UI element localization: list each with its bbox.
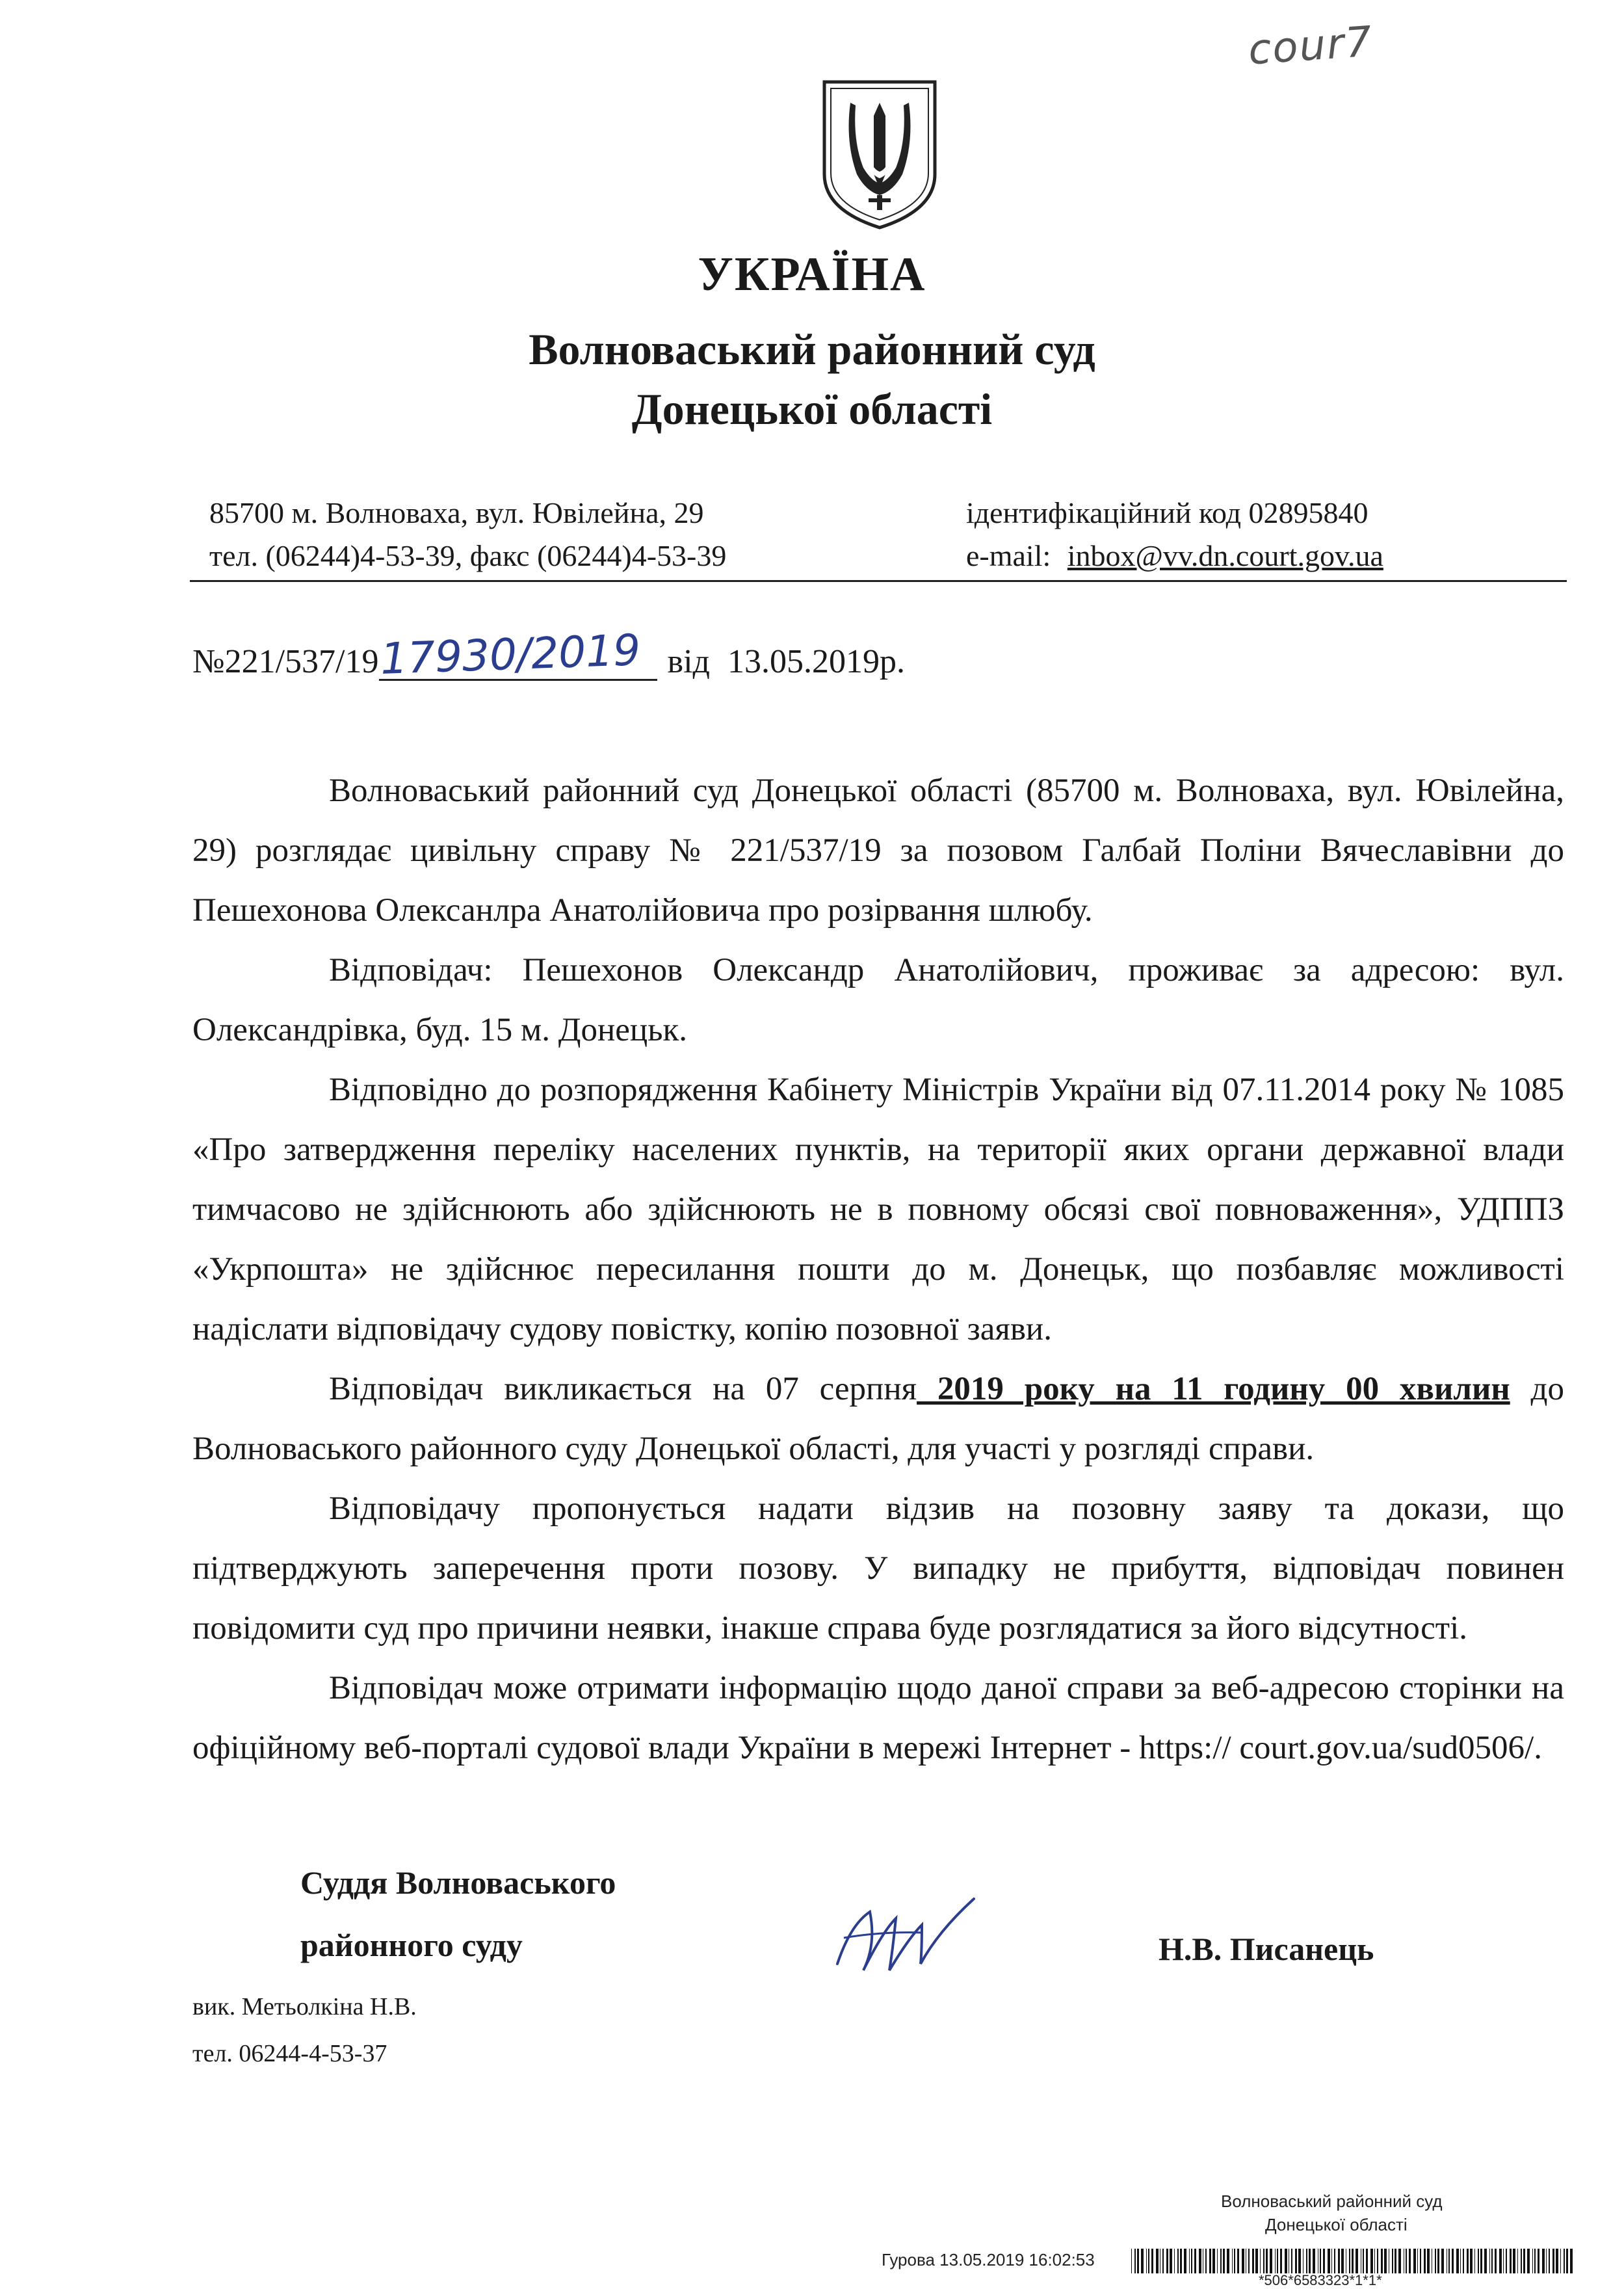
judge-title-line2: районного суду xyxy=(300,1927,523,1963)
email-line xyxy=(966,538,1383,573)
executor-phone: тел. 06244-4-53-37 xyxy=(192,2040,387,2067)
barcode xyxy=(1131,2249,1573,2273)
email-link[interactable]: inbox@vv.dn.court.gov.ua xyxy=(1067,539,1383,572)
paragraph-cabinet-order: Відповідно до розпорядження Кабінету Міністрів України від 07.11.2014 року № 1085 «Про затвердження переліку населених пунктів, на території яких органи державної влади тимчасово не здійснюють або здійснюють не в повному обсязі свої повноваження», УДППЗ «Укрпошта» не здійснює пересилання пошти до м. Донецьк, що позбавляє можливості надіслати відповідачу судову повістку, копію позовної заяви. xyxy=(192,1072,1564,1347)
country-heading: УКРАЇНА xyxy=(698,248,926,301)
header-divider xyxy=(190,580,1567,582)
handwritten-outgoing-number: 17930/2019 xyxy=(379,625,641,684)
court-name-heading: Волноваський районний суд xyxy=(529,324,1095,374)
court-address: 85700 м. Волноваха, вул. Ювілейна, 29 xyxy=(209,496,704,529)
judge-title-line1: Суддя Волноваського xyxy=(300,1864,616,1901)
date-label: від xyxy=(667,643,710,680)
executor-name: вик. Метьолкіна Н.В. xyxy=(192,1993,417,2020)
outgoing-number-field xyxy=(379,625,657,684)
reference-line xyxy=(192,625,905,684)
hearing-datetime: 2019 року на 11 годину 00 хвилин xyxy=(917,1371,1510,1407)
coat-of-arms-icon xyxy=(818,77,941,233)
court-phone-fax: тел. (06244)4-53-39, факс (06244)4-53-39 xyxy=(209,539,727,572)
stamp-court-line1: Волноваський районний суд xyxy=(1221,2191,1443,2211)
handwritten-note: соur7 xyxy=(1246,18,1375,75)
stamp-court-line2: Донецької області xyxy=(1265,2215,1408,2234)
paragraph-case: Волноваський районний суд Донецької області (85700 м. Волноваха, вул. Ювілейна, 29) розглядає цивільну справу № 221/537/19 за позовом Галбай Поліни Вячеславівни до Пешехонова Олексанлра Анатолійовича про розірвання шлюбу. xyxy=(192,773,1564,929)
handwritten-signature xyxy=(824,1886,980,1983)
paragraph-defendant: Відповідач: Пешехонов Олександр Анатолійович, проживає за адресою: вул. Олександрівка, буд. 15 м. Донецьк. xyxy=(192,952,1564,1048)
document-date: 13.05.2019р. xyxy=(727,643,905,680)
barcode-number: *506*6583323*1*1* xyxy=(1259,2272,1382,2288)
region-heading: Донецької області xyxy=(631,384,993,434)
email-label: e-mail: xyxy=(966,539,1051,572)
id-code: ідентифікаційний код 02895840 xyxy=(966,496,1369,529)
judge-name: Н.В. Писанець xyxy=(1159,1931,1374,1967)
paragraph-response: Відповідачу пропонується надати відзив на позовну заяву та докази, що підтверджують заперечення проти позову. У випадку не прибуття, відповідач повинен повідомити суд про причини неявки, інакше справа буде розглядатися за його відсутності. xyxy=(192,1490,1564,1647)
case-number: №221/537/19 xyxy=(192,643,379,680)
paragraph-summons: Відповідач викликається на 07 серпня 2019 року на 11 годину 00 хвилин до Волноваського районного суду Донецької області, для участі у розгляді справи. xyxy=(192,1371,1565,1467)
registrar-stamp: Гурова 13.05.2019 16:02:53 xyxy=(882,2250,1095,2269)
paragraph-web-info: Відповідач може отримати інформацію щодо даної справи за веб-адресою сторінки на офіційному веб-порталі судової влади України в мережі Інтернет - https:// court.gov.ua/sud0506/. xyxy=(192,1670,1564,1766)
